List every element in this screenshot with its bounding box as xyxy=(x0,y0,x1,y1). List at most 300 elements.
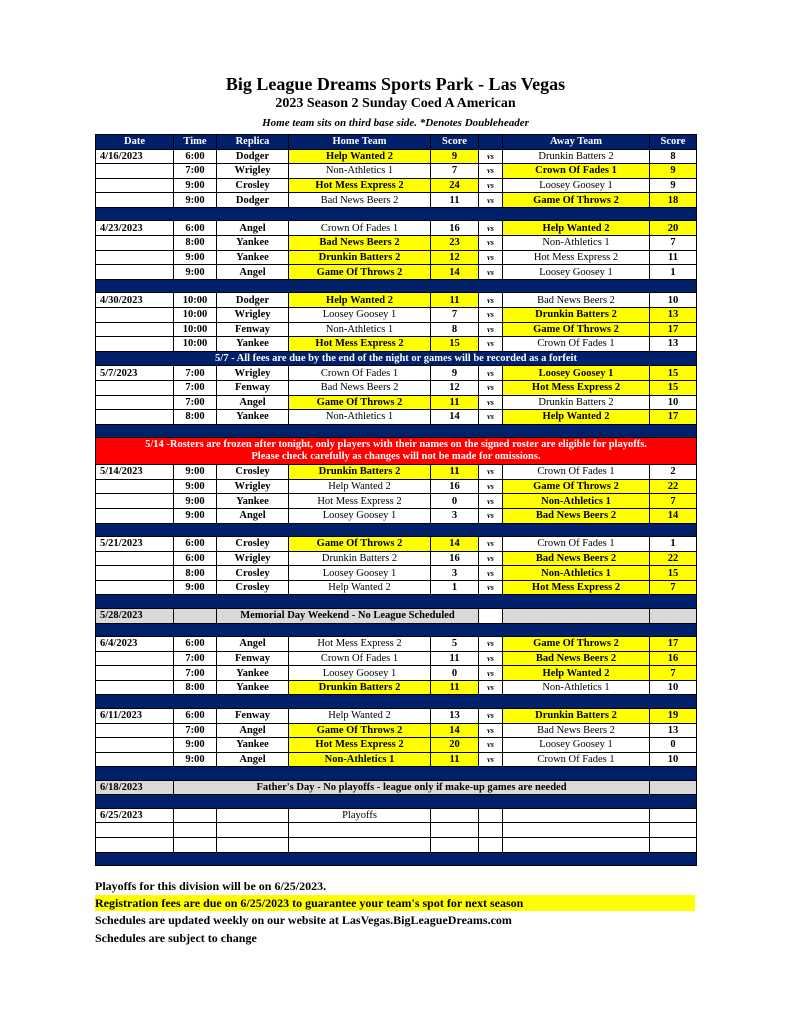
table-row xyxy=(96,808,697,823)
game-date xyxy=(96,410,174,425)
table-row xyxy=(96,738,697,753)
holiday-text: Father's Day - No playoffs - league only if make-up games are needed xyxy=(174,780,650,795)
week-separator xyxy=(96,767,697,781)
away-score: 10 xyxy=(650,680,697,695)
table-row xyxy=(96,307,697,322)
away-team: Non-Athletics 1 xyxy=(503,680,650,695)
game-date xyxy=(96,723,174,738)
game-date xyxy=(96,494,174,509)
home-score: 7 xyxy=(431,164,479,179)
home-team-note: Home team sits on third base side. *Denotes Doubleheader xyxy=(262,117,529,129)
vs-label: vs xyxy=(479,250,503,265)
game-field: Wrigley xyxy=(217,307,289,322)
away-score: 13 xyxy=(650,307,697,322)
game-date xyxy=(96,250,174,265)
game-date: 6/11/2023 xyxy=(96,708,174,723)
col-time: Time xyxy=(174,135,217,150)
table-row xyxy=(96,410,697,425)
game-field: Yankee xyxy=(217,337,289,352)
holiday-row xyxy=(96,608,697,623)
away-team: Crown Of Fades 1 xyxy=(503,752,650,767)
home-team: Non-Athletics 1 xyxy=(289,322,431,337)
table-row xyxy=(96,149,697,164)
col-away-team: Away Team xyxy=(503,135,650,150)
away-team: Crown Of Fades 1 xyxy=(503,164,650,179)
holiday-text: Memorial Day Weekend - No League Scheduled xyxy=(217,608,479,623)
away-score: 1 xyxy=(650,537,697,552)
vs-label: vs xyxy=(479,380,503,395)
home-team: Bad News Beers 2 xyxy=(289,193,431,208)
game-field: Dodger xyxy=(217,193,289,208)
away-score: 16 xyxy=(650,651,697,666)
away-team: Drunkin Batters 2 xyxy=(503,307,650,322)
table-row xyxy=(96,651,697,666)
home-team: Drunkin Batters 2 xyxy=(289,551,431,566)
game-time: 7:00 xyxy=(174,164,217,179)
game-date: 5/14/2023 xyxy=(96,465,174,480)
table-row xyxy=(96,838,697,853)
home-score: 14 xyxy=(431,265,479,280)
away-score: 18 xyxy=(650,193,697,208)
away-score: 22 xyxy=(650,551,697,566)
game-date xyxy=(96,479,174,494)
away-score: 15 xyxy=(650,566,697,581)
table-row xyxy=(96,366,697,381)
game-date xyxy=(96,838,174,853)
home-team: Hot Mess Express 2 xyxy=(289,637,431,652)
away-score: 17 xyxy=(650,410,697,425)
away-score: 0 xyxy=(650,738,697,753)
home-score: 15 xyxy=(431,337,479,352)
game-date: 6/25/2023 xyxy=(96,808,174,823)
separator-cell xyxy=(96,279,697,293)
game-time: 10:00 xyxy=(174,307,217,322)
home-team: Drunkin Batters 2 xyxy=(289,250,431,265)
home-team: Help Wanted 2 xyxy=(289,293,431,308)
table-row xyxy=(96,395,697,410)
game-time xyxy=(174,838,217,853)
home-score: 12 xyxy=(431,380,479,395)
schedule-table xyxy=(95,134,697,866)
away-team: Hot Mess Express 2 xyxy=(503,580,650,595)
away-score xyxy=(650,808,697,823)
away-team: Hot Mess Express 2 xyxy=(503,250,650,265)
away-team: Help Wanted 2 xyxy=(503,221,650,236)
home-score: 8 xyxy=(431,322,479,337)
table-row xyxy=(96,193,697,208)
table-row xyxy=(96,752,697,767)
separator-cell xyxy=(96,623,697,637)
vs-label: vs xyxy=(479,666,503,681)
table-row xyxy=(96,380,697,395)
table-row xyxy=(96,537,697,552)
game-time: 8:00 xyxy=(174,680,217,695)
vs-label: vs xyxy=(479,479,503,494)
home-score xyxy=(431,838,479,853)
holiday-blank xyxy=(479,608,503,623)
separator-cell xyxy=(96,207,697,221)
game-time: 6:00 xyxy=(174,221,217,236)
week-separator xyxy=(96,279,697,293)
home-score: 11 xyxy=(431,465,479,480)
game-date xyxy=(96,651,174,666)
game-date xyxy=(96,395,174,410)
subject-to-change-note: Schedules are subject to change xyxy=(95,931,257,945)
col-vs xyxy=(479,135,503,150)
home-team: Help Wanted 2 xyxy=(289,708,431,723)
game-date: 6/4/2023 xyxy=(96,637,174,652)
game-time: 7:00 xyxy=(174,380,217,395)
table-row xyxy=(96,250,697,265)
game-field xyxy=(217,823,289,838)
game-field: Fenway xyxy=(217,708,289,723)
table-row xyxy=(96,265,697,280)
col-replica: Replica xyxy=(217,135,289,150)
vs-label: vs xyxy=(479,366,503,381)
table-row xyxy=(96,566,697,581)
game-field: Yankee xyxy=(217,666,289,681)
away-team: Crown Of Fades 1 xyxy=(503,537,650,552)
game-time: 8:00 xyxy=(174,566,217,581)
page-subtitle: 2023 Season 2 Sunday Coed A American xyxy=(275,96,516,111)
vs-label: vs xyxy=(479,193,503,208)
home-team: Hot Mess Express 2 xyxy=(289,337,431,352)
table-row xyxy=(96,508,697,523)
vs-label: vs xyxy=(479,537,503,552)
game-date xyxy=(96,738,174,753)
week-separator xyxy=(96,523,697,537)
game-date xyxy=(96,322,174,337)
away-team: Bad News Beers 2 xyxy=(503,551,650,566)
game-date: 4/16/2023 xyxy=(96,149,174,164)
away-score: 13 xyxy=(650,723,697,738)
away-score: 15 xyxy=(650,366,697,381)
vs-label: vs xyxy=(479,508,503,523)
vs-label: vs xyxy=(479,178,503,193)
away-team: Crown Of Fades 1 xyxy=(503,465,650,480)
game-time: 6:00 xyxy=(174,149,217,164)
vs-label xyxy=(479,838,503,853)
away-score: 17 xyxy=(650,637,697,652)
away-team: Drunkin Batters 2 xyxy=(503,395,650,410)
away-team: Hot Mess Express 2 xyxy=(503,380,650,395)
playoffs-note: Playoffs for this division will be on 6/25/2023. xyxy=(95,879,327,893)
week-separator xyxy=(96,852,697,866)
away-team: Non-Athletics 1 xyxy=(503,566,650,581)
away-score: 10 xyxy=(650,752,697,767)
vs-label: vs xyxy=(479,465,503,480)
game-field: Fenway xyxy=(217,322,289,337)
game-date: 5/21/2023 xyxy=(96,537,174,552)
vs-label: vs xyxy=(479,164,503,179)
website-note: Schedules are updated weekly on our website at LasVegas.BigLeagueDreams.com xyxy=(95,913,512,927)
vs-label: vs xyxy=(479,149,503,164)
vs-label: vs xyxy=(479,236,503,251)
game-time: 9:00 xyxy=(174,738,217,753)
home-team: Crown Of Fades 1 xyxy=(289,651,431,666)
game-field: Crosley xyxy=(217,580,289,595)
table-row xyxy=(96,322,697,337)
away-team: Loosey Goosey 1 xyxy=(503,178,650,193)
game-field: Angel xyxy=(217,265,289,280)
table-row xyxy=(96,580,697,595)
week-separator xyxy=(96,595,697,609)
page-title: Big League Dreams Sports Park - Las Vegas xyxy=(225,74,566,94)
game-time xyxy=(174,808,217,823)
home-team: Non-Athletics 1 xyxy=(289,410,431,425)
home-team: Game Of Throws 2 xyxy=(289,265,431,280)
game-date xyxy=(96,236,174,251)
holiday-date: 5/28/2023 xyxy=(96,608,174,623)
vs-label: vs xyxy=(479,307,503,322)
home-score xyxy=(431,823,479,838)
home-score: 16 xyxy=(431,479,479,494)
game-date xyxy=(96,566,174,581)
game-time: 7:00 xyxy=(174,723,217,738)
home-team: Game Of Throws 2 xyxy=(289,537,431,552)
vs-label: vs xyxy=(479,395,503,410)
home-team: Bad News Beers 2 xyxy=(289,380,431,395)
home-team: Drunkin Batters 2 xyxy=(289,680,431,695)
home-score: 23 xyxy=(431,236,479,251)
separator-cell xyxy=(96,424,697,438)
game-time: 9:00 xyxy=(174,752,217,767)
vs-label: vs xyxy=(479,221,503,236)
game-time: 9:00 xyxy=(174,508,217,523)
game-time: 10:00 xyxy=(174,337,217,352)
home-score: 14 xyxy=(431,410,479,425)
home-score: 3 xyxy=(431,566,479,581)
vs-label: vs xyxy=(479,580,503,595)
home-team: Drunkin Batters 2 xyxy=(289,465,431,480)
away-score: 7 xyxy=(650,666,697,681)
col-home-score: Score xyxy=(431,135,479,150)
game-time: 6:00 xyxy=(174,708,217,723)
week-separator xyxy=(96,623,697,637)
home-score: 9 xyxy=(431,366,479,381)
game-date xyxy=(96,680,174,695)
game-time: 9:00 xyxy=(174,580,217,595)
table-row xyxy=(96,494,697,509)
game-date xyxy=(96,823,174,838)
home-score: 11 xyxy=(431,193,479,208)
table-row xyxy=(96,823,697,838)
vs-label: vs xyxy=(479,680,503,695)
away-score: 20 xyxy=(650,221,697,236)
game-date xyxy=(96,178,174,193)
home-team xyxy=(289,823,431,838)
game-field: Yankee xyxy=(217,738,289,753)
table-row xyxy=(96,479,697,494)
vs-label: vs xyxy=(479,551,503,566)
table-row xyxy=(96,164,697,179)
home-team: Game Of Throws 2 xyxy=(289,395,431,410)
game-time: 9:00 xyxy=(174,265,217,280)
home-score: 11 xyxy=(431,293,479,308)
game-time: 9:00 xyxy=(174,479,217,494)
home-team: Bad News Beers 2 xyxy=(289,236,431,251)
holiday-blank xyxy=(174,608,217,623)
home-score: 20 xyxy=(431,738,479,753)
game-time: 9:00 xyxy=(174,465,217,480)
away-score: 8 xyxy=(650,149,697,164)
away-score: 22 xyxy=(650,479,697,494)
roster-notice-line1: 5/14 -Rosters are frozen after tonight, only players with their names on the signed roster are eligible for playoffs. xyxy=(145,439,647,451)
game-date xyxy=(96,666,174,681)
table-row xyxy=(96,708,697,723)
game-date xyxy=(96,508,174,523)
game-time: 7:00 xyxy=(174,366,217,381)
table-row xyxy=(96,293,697,308)
away-score: 10 xyxy=(650,395,697,410)
game-field: Yankee xyxy=(217,410,289,425)
game-time: 7:00 xyxy=(174,666,217,681)
game-field: Yankee xyxy=(217,680,289,695)
game-field: Angel xyxy=(217,508,289,523)
home-team: Crown Of Fades 1 xyxy=(289,366,431,381)
table-row xyxy=(96,666,697,681)
away-score: 15 xyxy=(650,380,697,395)
game-time: 9:00 xyxy=(174,494,217,509)
game-field: Wrigley xyxy=(217,164,289,179)
roster-notice-row xyxy=(96,438,697,465)
away-team: Loosey Goosey 1 xyxy=(503,738,650,753)
away-team: Non-Athletics 1 xyxy=(503,494,650,509)
table-row xyxy=(96,178,697,193)
home-score: 11 xyxy=(431,680,479,695)
home-team: Non-Athletics 1 xyxy=(289,164,431,179)
game-time: 9:00 xyxy=(174,178,217,193)
col-date: Date xyxy=(96,135,174,150)
holiday-row xyxy=(96,780,697,795)
away-team: Drunkin Batters 2 xyxy=(503,708,650,723)
home-score: 11 xyxy=(431,752,479,767)
game-time: 8:00 xyxy=(174,236,217,251)
game-date xyxy=(96,337,174,352)
vs-label: vs xyxy=(479,293,503,308)
home-score: 5 xyxy=(431,637,479,652)
vs-label: vs xyxy=(479,723,503,738)
away-score: 14 xyxy=(650,508,697,523)
away-score: 17 xyxy=(650,322,697,337)
separator-cell xyxy=(96,595,697,609)
home-score: 16 xyxy=(431,551,479,566)
table-row xyxy=(96,221,697,236)
col-home-team: Home Team xyxy=(289,135,431,150)
holiday-blank xyxy=(503,608,650,623)
game-field: Fenway xyxy=(217,651,289,666)
home-score: 14 xyxy=(431,723,479,738)
vs-label: vs xyxy=(479,637,503,652)
away-team: Bad News Beers 2 xyxy=(503,651,650,666)
roster-notice xyxy=(96,438,697,465)
game-date: 4/30/2023 xyxy=(96,293,174,308)
away-team: Bad News Beers 2 xyxy=(503,508,650,523)
holiday-blank xyxy=(650,780,697,795)
game-field: Angel xyxy=(217,723,289,738)
home-team: Loosey Goosey 1 xyxy=(289,566,431,581)
home-team: Loosey Goosey 1 xyxy=(289,307,431,322)
game-date xyxy=(96,580,174,595)
home-team xyxy=(289,838,431,853)
home-team: Non-Athletics 1 xyxy=(289,752,431,767)
game-field: Wrigley xyxy=(217,551,289,566)
game-field xyxy=(217,808,289,823)
week-separator xyxy=(96,795,697,809)
away-score: 13 xyxy=(650,337,697,352)
away-team: Game Of Throws 2 xyxy=(503,193,650,208)
game-time: 7:00 xyxy=(174,395,217,410)
away-team: Game Of Throws 2 xyxy=(503,479,650,494)
home-team: Help Wanted 2 xyxy=(289,479,431,494)
week-separator xyxy=(96,207,697,221)
game-time: 6:00 xyxy=(174,637,217,652)
game-date xyxy=(96,752,174,767)
game-date xyxy=(96,380,174,395)
week-separator xyxy=(96,695,697,709)
game-field: Yankee xyxy=(217,494,289,509)
home-score: 1 xyxy=(431,580,479,595)
table-row xyxy=(96,723,697,738)
away-team: Help Wanted 2 xyxy=(503,410,650,425)
away-score: 2 xyxy=(650,465,697,480)
away-team: Loosey Goosey 1 xyxy=(503,366,650,381)
home-team: Game Of Throws 2 xyxy=(289,723,431,738)
vs-label: vs xyxy=(479,494,503,509)
away-team: Non-Athletics 1 xyxy=(503,236,650,251)
away-score: 11 xyxy=(650,250,697,265)
vs-label: vs xyxy=(479,410,503,425)
separator-cell xyxy=(96,523,697,537)
home-team: Loosey Goosey 1 xyxy=(289,666,431,681)
game-field: Angel xyxy=(217,221,289,236)
game-date xyxy=(96,307,174,322)
away-score: 9 xyxy=(650,164,697,179)
game-field: Wrigley xyxy=(217,479,289,494)
game-field: Dodger xyxy=(217,149,289,164)
away-score xyxy=(650,823,697,838)
vs-label: vs xyxy=(479,708,503,723)
game-time: 9:00 xyxy=(174,250,217,265)
away-team: Bad News Beers 2 xyxy=(503,723,650,738)
away-team: Game Of Throws 2 xyxy=(503,322,650,337)
home-team: Help Wanted 2 xyxy=(289,580,431,595)
away-score: 1 xyxy=(650,265,697,280)
table-row xyxy=(96,337,697,352)
table-row xyxy=(96,680,697,695)
home-score: 14 xyxy=(431,537,479,552)
game-date xyxy=(96,265,174,280)
away-team xyxy=(503,838,650,853)
game-field: Angel xyxy=(217,752,289,767)
away-score: 7 xyxy=(650,580,697,595)
game-time: 8:00 xyxy=(174,410,217,425)
fees-notice: 5/7 - All fees are due by the end of the night or games will be recorded as a forfeit xyxy=(96,351,697,366)
week-separator xyxy=(96,424,697,438)
home-team: Help Wanted 2 xyxy=(289,149,431,164)
home-score: 0 xyxy=(431,666,479,681)
home-team: Hot Mess Express 2 xyxy=(289,178,431,193)
holiday-date: 6/18/2023 xyxy=(96,780,174,795)
home-score: 12 xyxy=(431,250,479,265)
game-date xyxy=(96,551,174,566)
game-time: 9:00 xyxy=(174,193,217,208)
away-score: 10 xyxy=(650,293,697,308)
home-score: 11 xyxy=(431,395,479,410)
home-score: 13 xyxy=(431,708,479,723)
game-field: Yankee xyxy=(217,250,289,265)
game-field: Crosley xyxy=(217,537,289,552)
